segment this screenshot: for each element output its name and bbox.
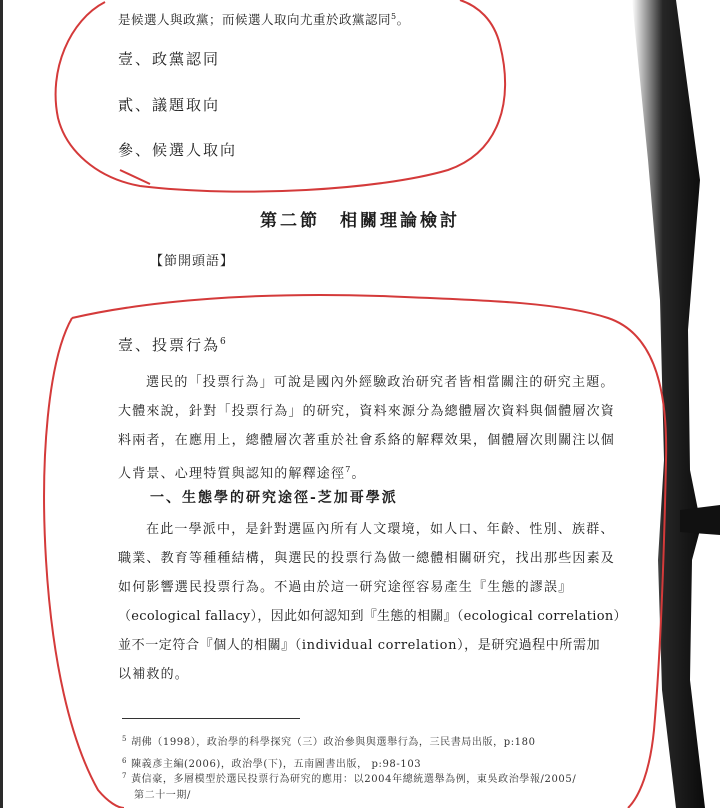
footnote-6: [122, 755, 421, 770]
top-line-end: 。: [396, 12, 410, 27]
footnote-text: 黃信豪，多層模型於選民投票行為研究的應用：以2004年總統選舉為例，東吳政治學報/2005/: [131, 774, 577, 785]
paragraph-chicago-school: [118, 515, 638, 689]
footnote-7: [122, 770, 576, 785]
annotation-stroke-top: [120, 170, 150, 184]
paragraph-2-line: （ecological fallacy），因此如何認知到『生態的相關』（ecological correlation）: [118, 609, 627, 624]
heading-candidate-orientation: 參、候選人取向: [118, 141, 238, 159]
footnote-text: 第二十一期/: [134, 790, 191, 801]
footnote-divider: [122, 718, 300, 719]
paragraph-2-line: 並不一定符合『個人的相關』（individual correlation），是研究過程中所需加: [118, 638, 601, 653]
footnote-ref-6: 6: [220, 337, 226, 347]
scan-left-edge: [0, 0, 3, 808]
footnote-number: 5: [122, 734, 128, 743]
section-lead-note: 【節開頭語】: [150, 254, 235, 269]
paragraph-1-line: 選民的「投票行為」可說是國內外經驗政治研究者皆相當關注的研究主題。: [146, 375, 615, 390]
section-title-text: 相關理論檢討: [340, 211, 460, 231]
heading-party-identification: 壹、政黨認同: [118, 50, 221, 68]
footnote-number: 6: [122, 756, 128, 765]
paragraph-2-line: 如何影響選民投票行為。不過由於這一研究途徑容易產生『生態的謬誤』: [118, 580, 573, 595]
paragraph-2-line: 以補救的。: [118, 667, 190, 682]
sub-heading-voting-behavior: [118, 334, 226, 355]
paragraph-2-line: 職業、教育等種種結構，與選民的投票行為做一總體相關研究，找出那些因素及: [118, 551, 616, 566]
paragraph-2-line: 在此一學派中，是針對選區內所有人文環境，如人口、年齡、性別、族群、: [146, 522, 615, 537]
paragraph-1-line: 大體來說，針對「投票行為」的研究，資料來源分為總體層次資料與個體層次資: [118, 404, 616, 419]
sub-heading-ecological-approach: 一、生態學的研究途徑-芝加哥學派: [150, 490, 398, 506]
footnote-number: 7: [122, 771, 128, 780]
scan-shadow-band: [632, 0, 720, 808]
scan-shadow-knob: [680, 505, 720, 535]
footnote-5: [122, 733, 536, 748]
heading-issue-orientation: 貳、議題取向: [118, 96, 221, 114]
paragraph-voting-behavior: [118, 368, 638, 488]
section-number: 第二節: [260, 211, 320, 231]
footnote-text: 陳義彥主編(2006)，政治學(下)，五南圖書出版， p:98-103: [131, 759, 422, 770]
footnote-text: 胡佛（1998），政治學的科學探究（三）政治參與與選舉行為，三民書局出版，p:180: [131, 737, 536, 748]
section-title: [0, 206, 720, 231]
paragraph-1-last-text: 人背景、心理特質與認知的解釋途徑: [118, 466, 346, 482]
footnote-ref-7: 7: [345, 465, 352, 474]
footnote-ref-5: 5: [391, 11, 397, 21]
top-line: [118, 10, 410, 28]
paragraph-1-line: [118, 455, 638, 488]
footnote-7-continued: [134, 786, 191, 801]
paragraph-1-end: 。: [351, 466, 366, 482]
sub-heading-1-label: 壹、投票行為: [118, 336, 221, 354]
top-line-text: 是候選人與政黨；而候選人取向尤重於政黨認同: [118, 12, 392, 27]
paragraph-1-line: 料兩者，在應用上，總體層次著重於社會系絡的解釋效果，個體層次則關注以個: [118, 433, 616, 448]
